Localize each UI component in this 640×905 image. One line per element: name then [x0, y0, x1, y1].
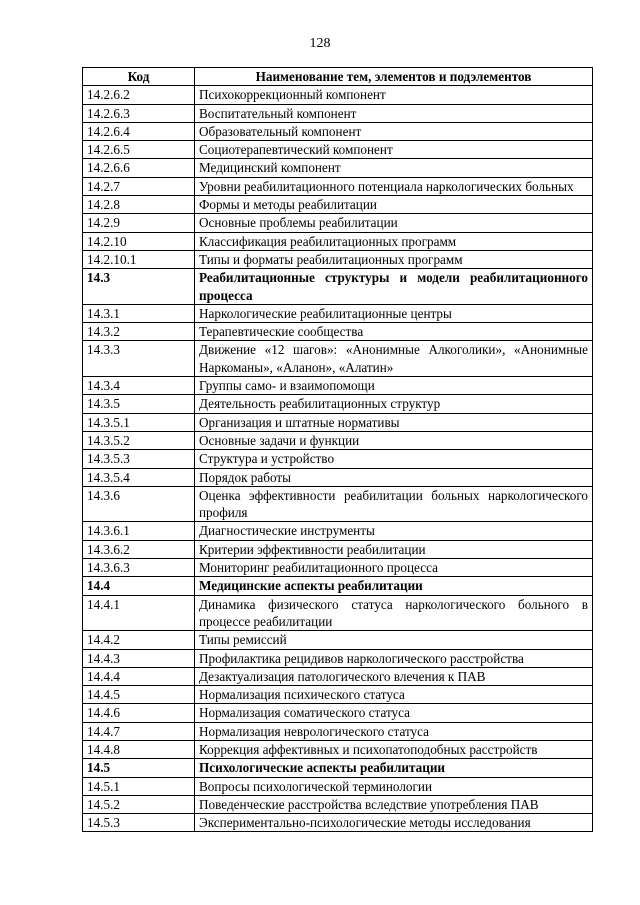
header-name: Наименование тем, элементов и подэлементов	[195, 68, 593, 86]
row-name: Профилактика рецидивов наркологического расстройства	[195, 649, 593, 667]
table-row	[83, 686, 593, 704]
table-row	[83, 595, 593, 631]
table-row	[83, 704, 593, 722]
row-code: 14.3.1	[83, 304, 195, 322]
table-row	[83, 395, 593, 413]
table-row	[83, 468, 593, 486]
row-code: 14.2.6.5	[83, 141, 195, 159]
row-name: Динамика физического статуса наркологического больного в процессе реабилитации	[195, 595, 593, 631]
row-code: 14.4.6	[83, 704, 195, 722]
row-name: Медицинский компонент	[195, 159, 593, 177]
row-code: 14.3	[83, 269, 195, 305]
row-name: Нормализация психического статуса	[195, 686, 593, 704]
row-name: Наркологические реабилитационные центры	[195, 304, 593, 322]
table-row	[83, 522, 593, 540]
table-row	[83, 341, 593, 377]
row-code: 14.5.1	[83, 777, 195, 795]
table-body	[83, 86, 593, 832]
row-code: 14.3.5.3	[83, 450, 195, 468]
table-row	[83, 377, 593, 395]
row-name: Социотерапевтический компонент	[195, 141, 593, 159]
table-row	[83, 104, 593, 122]
row-name: Типы и форматы реабилитационных программ	[195, 250, 593, 268]
row-name: Оценка эффективности реабилитации больных наркологического профиля	[195, 486, 593, 522]
row-name: Терапевтические сообщества	[195, 323, 593, 341]
page-number: 128	[309, 36, 331, 51]
row-name: Основные задачи и функции	[195, 431, 593, 449]
section-row	[83, 577, 593, 595]
row-name: Основные проблемы реабилитации	[195, 214, 593, 232]
row-name: Организация и штатные нормативы	[195, 413, 593, 431]
table-row	[83, 631, 593, 649]
row-code: 14.3.5.2	[83, 431, 195, 449]
row-name: Движение «12 шагов»: «Анонимные Алкоголики», «Анонимные Наркоманы», «Аланон», «Алатин»	[195, 341, 593, 377]
row-name: Классификация реабилитационных программ	[195, 232, 593, 250]
row-code: 14.3.2	[83, 323, 195, 341]
table-row	[83, 141, 593, 159]
row-name: Психологические аспекты реабилитации	[195, 759, 593, 777]
table-row	[83, 559, 593, 577]
curriculum-table	[82, 67, 593, 832]
table-row	[83, 814, 593, 832]
row-code: 14.3.3	[83, 341, 195, 377]
row-name: Медицинские аспекты реабилитации	[195, 577, 593, 595]
row-name: Уровни реабилитационного потенциала наркологических больных	[195, 177, 593, 195]
row-code: 14.4.3	[83, 649, 195, 667]
row-code: 14.5.2	[83, 795, 195, 813]
row-name: Реабилитационные структуры и модели реабилитационного процесса	[195, 269, 593, 305]
row-name: Типы ремиссий	[195, 631, 593, 649]
section-row	[83, 759, 593, 777]
row-name: Нормализация неврологического статуса	[195, 722, 593, 740]
row-name: Воспитательный компонент	[195, 104, 593, 122]
row-code: 14.3.5.1	[83, 413, 195, 431]
row-code: 14.5	[83, 759, 195, 777]
row-code: 14.4.7	[83, 722, 195, 740]
row-code: 14.3.6.2	[83, 540, 195, 558]
row-name: Критерии эффективности реабилитации	[195, 540, 593, 558]
row-code: 14.4.8	[83, 740, 195, 758]
section-row	[83, 269, 593, 305]
row-code: 14.3.5.4	[83, 468, 195, 486]
row-code: 14.4	[83, 577, 195, 595]
row-code: 14.2.6.3	[83, 104, 195, 122]
row-code: 14.3.6.3	[83, 559, 195, 577]
table-row	[83, 122, 593, 140]
row-name: Мониторинг реабилитационного процесса	[195, 559, 593, 577]
table-row	[83, 722, 593, 740]
table-row	[83, 214, 593, 232]
row-name: Структура и устройство	[195, 450, 593, 468]
row-code: 14.2.8	[83, 196, 195, 214]
table-row	[83, 667, 593, 685]
row-name: Психокоррекционный компонент	[195, 86, 593, 104]
row-name: Группы само- и взаимопомощи	[195, 377, 593, 395]
row-name: Формы и методы реабилитации	[195, 196, 593, 214]
table-row	[83, 740, 593, 758]
row-code: 14.3.5	[83, 395, 195, 413]
table-row	[83, 413, 593, 431]
row-name: Коррекция аффективных и психопатоподобных расстройств	[195, 740, 593, 758]
row-code: 14.2.9	[83, 214, 195, 232]
row-code: 14.4.2	[83, 631, 195, 649]
table-row	[83, 304, 593, 322]
table-row	[83, 86, 593, 104]
row-name: Деятельность реабилитационных структур	[195, 395, 593, 413]
row-code: 14.2.10	[83, 232, 195, 250]
table-row	[83, 777, 593, 795]
row-code: 14.4.1	[83, 595, 195, 631]
header-code: Код	[83, 68, 195, 86]
row-name: Порядок работы	[195, 468, 593, 486]
table-header-row	[83, 68, 593, 86]
row-code: 14.3.6	[83, 486, 195, 522]
row-name: Экспериментально-психологические методы исследования	[195, 814, 593, 832]
row-code: 14.4.5	[83, 686, 195, 704]
row-name: Образовательный компонент	[195, 122, 593, 140]
row-code: 14.2.10.1	[83, 250, 195, 268]
row-code: 14.2.6.6	[83, 159, 195, 177]
row-code: 14.3.4	[83, 377, 195, 395]
table-row	[83, 196, 593, 214]
row-code: 14.2.6.4	[83, 122, 195, 140]
table-row	[83, 649, 593, 667]
table-row	[83, 431, 593, 449]
row-code: 14.2.7	[83, 177, 195, 195]
table-row	[83, 450, 593, 468]
row-code: 14.3.6.1	[83, 522, 195, 540]
table-row	[83, 177, 593, 195]
row-name: Дезактуализация патологического влечения к ПАВ	[195, 667, 593, 685]
row-code: 14.5.3	[83, 814, 195, 832]
table-row	[83, 323, 593, 341]
row-name: Диагностические инструменты	[195, 522, 593, 540]
row-name: Поведенческие расстройства вследствие употребления ПАВ	[195, 795, 593, 813]
table-row	[83, 232, 593, 250]
row-code: 14.4.4	[83, 667, 195, 685]
row-name: Вопросы психологической терминологии	[195, 777, 593, 795]
table-row	[83, 486, 593, 522]
table-row	[83, 250, 593, 268]
row-name: Нормализация соматического статуса	[195, 704, 593, 722]
table-row	[83, 540, 593, 558]
row-code: 14.2.6.2	[83, 86, 195, 104]
table-row	[83, 795, 593, 813]
table-row	[83, 159, 593, 177]
